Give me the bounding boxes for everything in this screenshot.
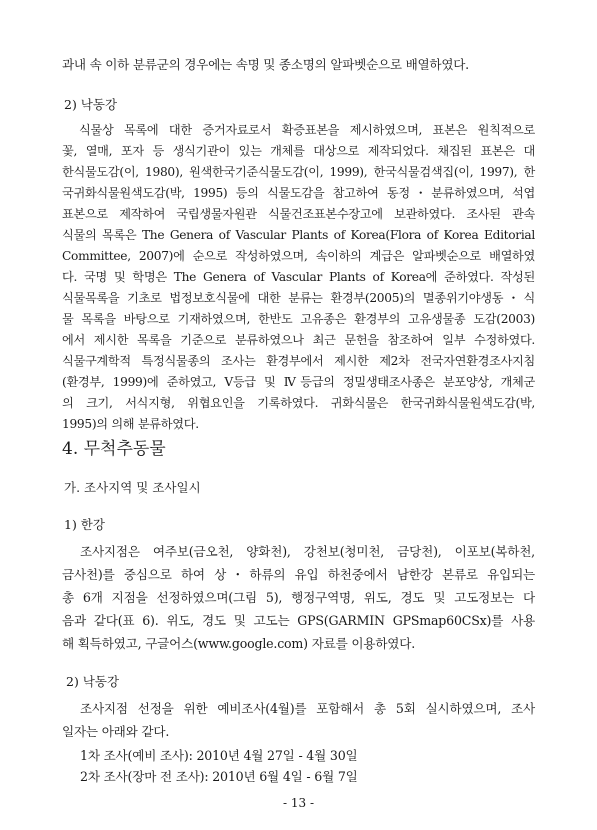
paragraph-line: 1995)의 의해 분류하였다. — [62, 417, 199, 431]
subsection-heading: 2) 낙동강 — [64, 97, 118, 112]
paragraph-line: 꽃, 열매, 포자 등 생식기관이 있는 개체를 대상으로 제작되었다. 채집된 표본은 대 — [62, 144, 535, 158]
paragraph-line: 음과 같다(표 6). 위도, 경도 및 고도는 GPS(GARMIN GPSmap60CSx)를 사용 — [62, 613, 535, 628]
paragraph-line: 의 크기, 서식지형, 위협요인을 기록하였다. 귀화식물은 한국귀화식물원색도감(박, — [62, 396, 535, 410]
paragraph-line: (환경부, 1999)에 준하였고, V등급 및 Ⅳ등급의 정밀생태조사종은 분포양상, 개체군 — [62, 375, 535, 389]
paragraph-line: 식물목록을 기초로 법정보호식물에 대한 분류는 환경부(2005)의 멸종위기야생동・식 — [62, 291, 535, 305]
paragraph-line: 금사천)를 중심으로 하여 상・하류의 유입 하천중에서 남한강 본류로 유입되는 — [62, 567, 535, 582]
paragraph-line: 식물의 목록은 The Genera of Vascular Plants of Korea(Flora of Korea Editorial — [62, 228, 535, 242]
paragraph-line: 해 획득하였고, 구글어스(www.google.com) 자료를 이용하였다. — [62, 636, 416, 651]
paragraph-line: 식물구계학적 특정식물종의 조사는 환경부에서 제시한 제2차 전국자연환경조사지침 — [62, 354, 535, 368]
survey-date-line: 2차 조사(장마 전 조사): 2010년 6월 4일 - 6월 7일 — [80, 769, 358, 784]
paragraph-line: 조사지점 선정을 위한 예비조사(4월)를 포함해서 총 5회 실시하였으며, 조사 — [80, 701, 535, 716]
survey-date-line: 1차 조사(예비 조사): 2010년 4월 27일 - 4월 30일 — [80, 748, 358, 763]
paragraph-line: 과내 속 이하 분류군의 경우에는 속명 및 종소명의 알파벳순으로 배열하였다. — [62, 57, 469, 72]
paragraph-line: 표본으로 제작하여 국립생물자원관 식물건조표본수장고에 보관하였다. 조사된 관속 — [62, 207, 535, 221]
paragraph-line: 식물상 목록에 대한 증거자료로서 확증표본을 제시하였으며, 표본은 원칙적으로 — [79, 123, 535, 137]
subsection-heading: 가. 조사지역 및 조사일시 — [64, 480, 201, 495]
section-heading: 4. 무척추동물 — [62, 439, 166, 459]
paragraph-line: 총 6개 지점을 선정하였으며(그림 5), 행정구역명, 위도, 경도 및 고도정보는 다 — [62, 590, 535, 605]
paragraph-line: 일자는 아래와 같다. — [62, 724, 170, 739]
paragraph-line: 국귀화식물원색도감(박, 1995) 등의 식물도감을 참고하여 동정・분류하였으며, 석엽 — [62, 186, 535, 200]
paragraph-line: 한식물도감(이, 1980), 원색한국기준식물도감(이, 1999), 한국식물검색집(이, 1997), 한 — [62, 165, 535, 179]
subsection-heading: 1) 한강 — [64, 517, 105, 532]
paragraph-line: 다. 국명 및 학명은 The Genera of Vascular Plants of Korea에 준하였다. 작성된 — [62, 270, 535, 284]
subsection-heading: 2) 낙동강 — [66, 674, 120, 689]
paragraph-line: 조사지점은 여주보(금오천, 양화천), 강천보(청미천, 금당천), 이포보(복하천, — [80, 544, 535, 559]
page-number: - 13 - — [282, 796, 314, 810]
paragraph-line: 에서 제시한 목록을 기준으로 분류하였으나 최근 문헌을 참조하여 일부 수정하였다. — [62, 333, 535, 347]
paragraph-line: 물 목록을 바탕으로 기재하였으며, 한반도 고유종은 환경부의 고유생물종 도감(2003) — [62, 312, 535, 326]
paragraph-line: Committee, 2007)에 순으로 작성하였으며, 속이하의 계급은 알파벳순으로 배열하였 — [62, 249, 535, 263]
